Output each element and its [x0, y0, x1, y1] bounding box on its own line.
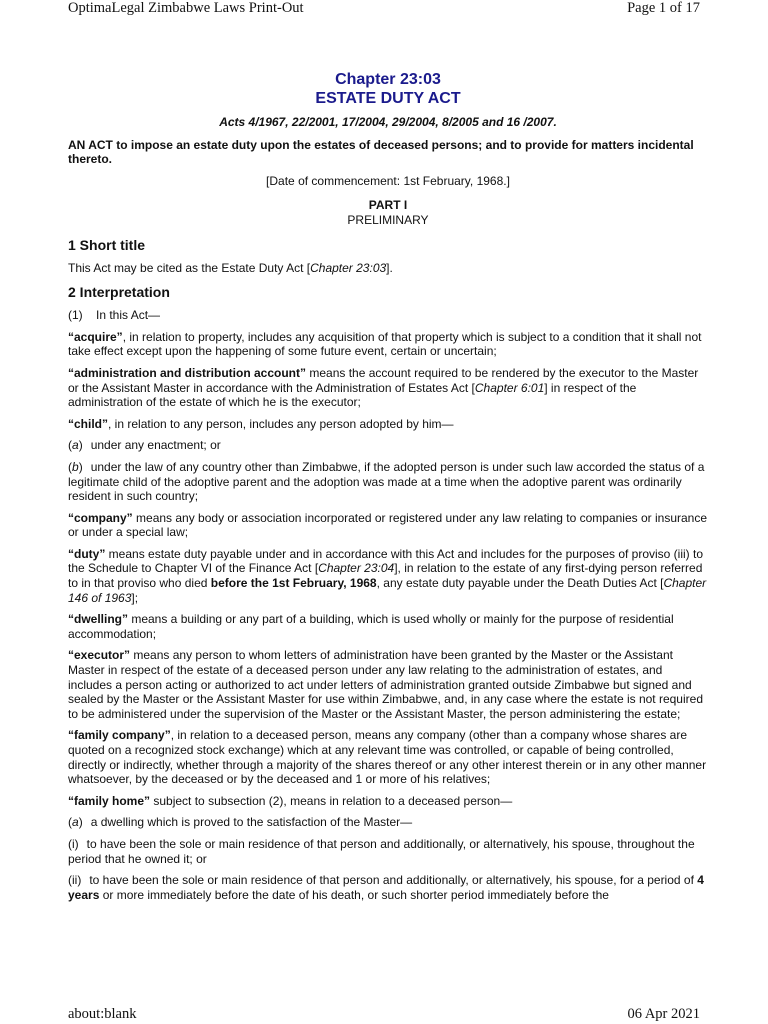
- child-a-text: under any enactment; or: [90, 438, 221, 453]
- def-company-text: means any body or association incorporated or registered under any law relating to companies or insurance or under a special law;: [68, 510, 708, 540]
- def-duty-ref-1: Chapter 23:04: [318, 561, 395, 576]
- def-company: [68, 511, 708, 540]
- section-1-heading: 1 Short title: [68, 236, 146, 253]
- def-family-home-item-i: [68, 837, 708, 866]
- amending-acts: Acts 4/1967, 22/2001, 17/2004, 29/2004, 8/2005 and 16 /2007.: [219, 115, 557, 129]
- def-admin-text-b: ] in respect of the administration of the estate of which he is the executor;: [68, 380, 637, 410]
- section-2-intro: (1) In this Act—: [68, 308, 161, 323]
- section-1-text: [68, 261, 708, 276]
- term-administration-account: “administration and distribution account”: [68, 365, 307, 380]
- header-page-number: Page 1 of 17: [627, 0, 700, 16]
- term-executor: “executor”: [68, 648, 131, 663]
- long-title: AN ACT to impose an estate duty upon the estates of deceased persons; and to provide for matters incidental thereto.: [68, 137, 694, 167]
- fh-i-num: (i): [68, 836, 79, 851]
- s1-text-b: ].: [386, 260, 393, 275]
- def-duty-text-c: , any estate duty payable under the Death Duties Act [: [376, 576, 664, 591]
- fh-ii-text-b: or more immediately before the date of his death, or such shorter period immediately before the: [99, 887, 609, 902]
- def-executor-text: means any person to whom letters of administration have been granted by the Master or the Assistant Master in respect of the estate of a deceased person under any law relating to the administration of estates, and includes a person acting or authorized to act under letters of administration granted outside Zimbabwe but signed and sealed by the Master or the Assistant Master for use within Zimbabwe, and, in any case where the estate is not required to be administered under the supervision of the Master or the Assistant Master, the person administering the estate;: [68, 648, 703, 721]
- term-child: “child”: [68, 416, 109, 431]
- def-child-item-a: (a) under any enactment; or: [68, 438, 221, 453]
- def-family-company: [68, 728, 708, 786]
- def-duty: [68, 547, 708, 605]
- def-duty-ref-2: Chapter 146 of 1963: [68, 576, 707, 605]
- header-source: OptimaLegal Zimbabwe Laws Print-Out: [68, 0, 304, 16]
- def-family-home-text: subject to subsection (2), means in relation to a deceased person—: [150, 793, 513, 808]
- footer-url: about:blank: [68, 1006, 137, 1022]
- term-family-company: “family company”: [68, 728, 171, 743]
- fh-a-letter: a: [72, 815, 79, 830]
- child-a-letter: a: [72, 438, 79, 453]
- def-family-home-item-a: (a) a dwelling which is proved to the satisfaction of the Master—: [68, 815, 413, 830]
- commencement-date: [Date of commencement: 1st February, 1968.]: [266, 173, 510, 188]
- def-dwelling: [68, 612, 708, 641]
- term-duty: “duty”: [68, 546, 106, 561]
- def-family-home: [68, 794, 708, 809]
- def-duty-text-b: ], in relation to the estate of any first-dying person referred to in that proviso who died: [68, 561, 703, 591]
- def-child: [68, 417, 708, 432]
- fh-a-text: a dwelling which is proved to the satisfaction of the Master—: [90, 815, 413, 830]
- chapter-number: Chapter 23:03: [335, 71, 441, 88]
- fh-ii-num: (ii): [68, 873, 82, 888]
- term-dwelling: “dwelling”: [68, 612, 128, 627]
- child-b-letter: b: [72, 459, 79, 474]
- def-administration-account: [68, 366, 708, 410]
- part-name: PRELIMINARY: [347, 212, 429, 227]
- print-header: [68, 0, 700, 17]
- document-body: [68, 68, 708, 902]
- def-child-item-b: (b) under the law of any country other than Zimbabwe, if the adopted person is under such law accorded the status of a legitimate child of the adoptive parent and the adoption was made at a time when the adoptive parent was ordinarily resident in such country;: [68, 459, 705, 504]
- def-dwelling-text: means a building or any part of a building, which is used wholly or mainly for the purpose of residential accommodation;: [68, 612, 674, 641]
- s1-text-a: This Act may be cited as the Estate Duty Act [: [68, 260, 311, 275]
- s1-chapter-ref: Chapter 23:03: [310, 260, 387, 275]
- child-b-text: under the law of any country other than Zimbabwe, if the adopted person is under such law accorded the status of a legitimate child of the adoptive parent and the adoption was made at a time when the adoptive parent was ordinarily resident in such country;: [68, 459, 705, 504]
- def-acquire: [68, 330, 708, 359]
- fh-i-text: to have been the sole or main residence of that person and additionally, or alternatively, his spouse, throughout the period that he owned it; or: [68, 836, 695, 866]
- section-2-heading: 2 Interpretation: [68, 284, 170, 301]
- term-company: “company”: [68, 510, 133, 525]
- def-duty-text-d: ];: [131, 590, 139, 605]
- def-child-text: , in relation to any person, includes any person adopted by him—: [108, 416, 454, 431]
- def-admin-text-a: means the account required to be rendered by the executor to the Master or the Assistant Master in accordance with the Administration of Estates Act [: [68, 365, 699, 395]
- part-label: PART I: [368, 198, 408, 213]
- def-family-company-text: , in relation to a deceased person, means any company (other than a company whose shares are quoted on a recognized stock exchange) which at any relevant time was controlled, or capable of being controlled, directly or indirectly, whether through a majority of the shares thereof or any other interest therein or in any other manner whatsoever, by the deceased or by the deceased and 1 or more of his relatives;: [68, 728, 707, 787]
- fh-ii-text-a: to have been the sole or main residence of that person and additionally, or alternatively, his spouse, for a period of: [89, 873, 698, 888]
- act-title: ESTATE DUTY ACT: [315, 90, 461, 107]
- def-duty-text-a: means estate duty payable under and in accordance with this Act and includes for the purposes of proviso (iii) to the Schedule to Chapter VI of the Finance Act [: [68, 546, 704, 576]
- print-footer: [68, 1006, 700, 1023]
- def-admin-ref: Chapter 6:01: [474, 380, 545, 395]
- def-family-home-item-ii: [68, 873, 708, 902]
- footer-date: 06 Apr 2021: [627, 1006, 700, 1022]
- def-duty-date: before the 1st February, 1968: [210, 576, 377, 591]
- term-family-home: “family home”: [68, 793, 151, 808]
- term-acquire: “acquire”: [68, 329, 123, 344]
- fh-ii-years: 4 years: [68, 873, 704, 902]
- def-acquire-text: , in relation to property, includes any acquisition of that property which is subject to a condition that it shall not take effect except upon the happening of some future event, certain or uncertain;: [68, 329, 702, 359]
- def-executor: [68, 648, 708, 721]
